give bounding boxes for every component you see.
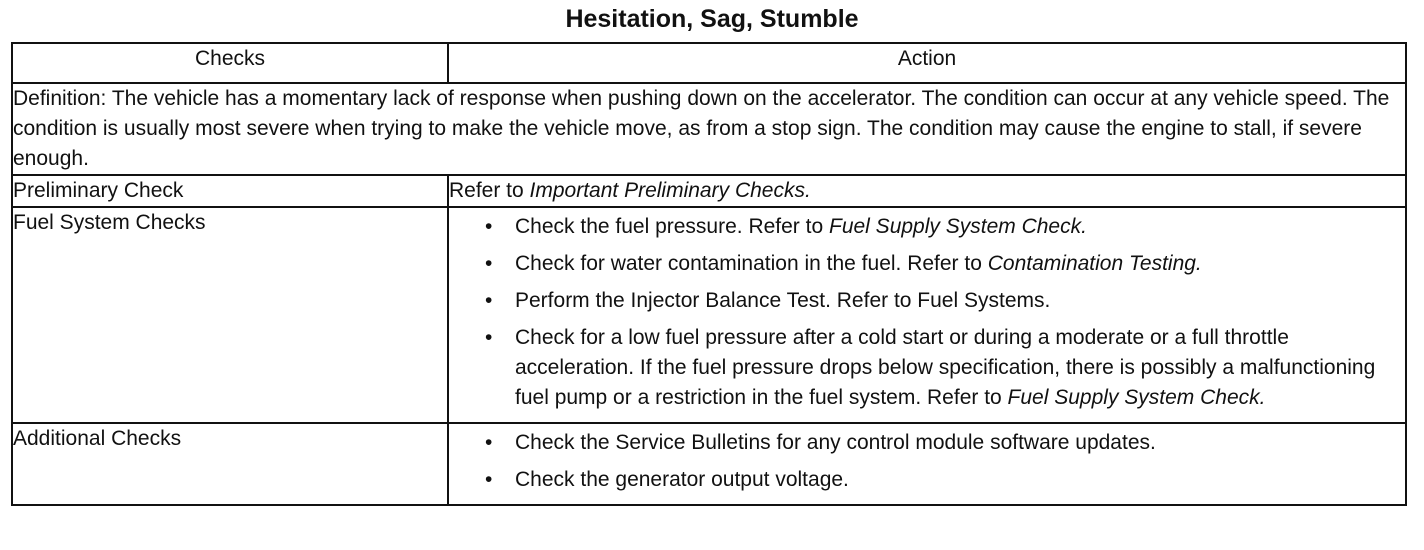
item-text: Check the generator output voltage. (515, 468, 849, 491)
bullet-icon: • (485, 252, 493, 275)
list-item (449, 428, 1405, 458)
action-fuel-system (448, 207, 1406, 423)
header-row (12, 43, 1406, 83)
check-additional: Additional Checks (12, 423, 448, 505)
action-reference: Important Preliminary Checks. (529, 179, 811, 202)
item-text: Perform the Injector Balance Test. Refer to Fuel Systems. (515, 289, 1051, 312)
definition-text: Definition: The vehicle has a momentary lack of response when pushing down on the accelerator. The condition can occur at any vehicle speed. The condition is usually most severe when trying to make the vehicle move, as from a stop sign. The condition may cause the engine to stall, if severe enough. (12, 83, 1406, 175)
item-reference: Contamination Testing. (987, 252, 1202, 275)
page-title: Hesitation, Sag, Stumble (565, 5, 859, 33)
bullet-icon: • (485, 289, 493, 312)
bullet-icon: • (485, 215, 493, 238)
bullet-icon: • (485, 431, 493, 454)
header-checks: Checks (12, 43, 448, 83)
item-text: Check the fuel pressure. Refer to (515, 215, 829, 238)
action-list (449, 424, 1405, 504)
table-row (12, 207, 1406, 423)
definition-row (12, 83, 1406, 175)
table-row (12, 423, 1406, 505)
check-preliminary: Preliminary Check (12, 175, 448, 207)
list-item (449, 465, 1405, 495)
bullet-icon: • (485, 468, 493, 491)
table-row (12, 175, 1406, 207)
item-text: Check for a low fuel pressure after a cold start or during a moderate or a full throttle acceleration. If the fuel pressure drops below specification, there is possibly a malfunctioning fuel pump or a restriction in the fuel system. Refer to (515, 326, 1376, 409)
action-list (449, 208, 1405, 422)
item-text: Check for water contamination in the fuel. Refer to (515, 252, 988, 275)
list-item (449, 323, 1405, 413)
bullet-icon: • (485, 326, 493, 349)
diagnostic-table (11, 42, 1407, 506)
action-prefix: Refer to (449, 179, 530, 202)
list-item (449, 249, 1405, 279)
list-item (449, 212, 1405, 242)
item-reference: Fuel Supply System Check. (1007, 386, 1266, 409)
action-additional (448, 423, 1406, 505)
check-fuel-system: Fuel System Checks (12, 207, 448, 423)
action-preliminary (448, 175, 1406, 207)
item-reference: Fuel Supply System Check. (829, 215, 1087, 238)
list-item (449, 286, 1405, 316)
item-text: Check the Service Bulletins for any control module software updates. (515, 431, 1156, 454)
header-action: Action (448, 43, 1406, 83)
